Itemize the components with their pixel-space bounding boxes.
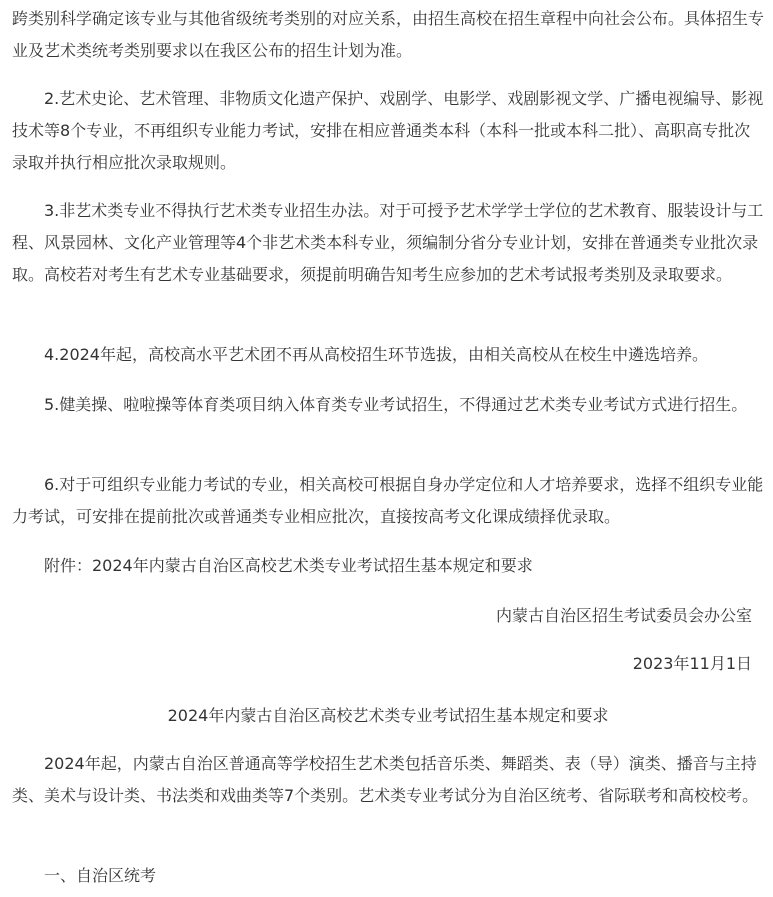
paragraph-item-6: 6.对于可组织专业能力考试的专业，相关高校可根据自身办学定位和人才培养要求，选择不组织专业能力考试，可安排在提前批次或普通类专业相应批次，直接按高考文化课成绩择优录取。 bbox=[12, 475, 764, 526]
paragraph-item-5: 5.健美操、啦啦操等体育类项目纳入体育类专业考试招生，不得通过艺术类专业考试方式进行招生。 bbox=[44, 395, 748, 414]
paragraph-continuation: 跨类别科学确定该专业与其他省级统考类别的对应关系，由招生高校在招生章程中向社会公布。具体招生专业及艺术类统考类别要求以在我区公布的招生计划为准。 bbox=[12, 9, 765, 60]
signature-date: 2023年11月1日 bbox=[632, 654, 752, 673]
paragraph-item-4: 4.2024年起，高校高水平艺术团不再从高校招生环节选拔，由相关高校从在校生中遴选培养。 bbox=[44, 345, 708, 364]
attachment-title: 2024年内蒙古自治区高校艺术类专业考试招生基本规定和要求 bbox=[167, 706, 609, 725]
attachment-note: 附件：2024年内蒙古自治区高校艺术类专业考试招生基本规定和要求 bbox=[44, 556, 533, 575]
paragraph-item-2: 2.艺术史论、艺术管理、非物质文化遗产保护、戏剧学、电影学、戏剧影视文学、广播电视编导、影视技术等8个专业，不再组织专业能力考试，安排在相应普通类本科（本科一批或本科二批）、高职高专批次录取并执行相应批次录取规则。 bbox=[12, 89, 764, 172]
section-heading: 一、自治区统考 bbox=[44, 866, 157, 885]
signature-org: 内蒙古自治区招生考试委员会办公室 bbox=[495, 606, 752, 625]
attachment-intro: 2024年起，内蒙古自治区普通高等学校招生艺术类包括音乐类、舞蹈类、表（导）演类、播音与主持类、美术与设计类、书法类和戏曲类等7个类别。艺术类专业考试分为自治区统考、省际联考和高校校考。 bbox=[12, 754, 759, 805]
paragraph-item-3: 3.非艺术类专业不得执行艺术类专业招生办法。对于可授予艺术学学士学位的艺术教育、服装设计与工程、风景园林、文化产业管理等4个非艺术类本科专业，须编制分省分专业计划，安排在普通类专业批次录取。高校若对考生有艺术专业基础要求，须提前明确告知考生应参加的艺术考试报考类别及录取要求。 bbox=[12, 201, 764, 284]
